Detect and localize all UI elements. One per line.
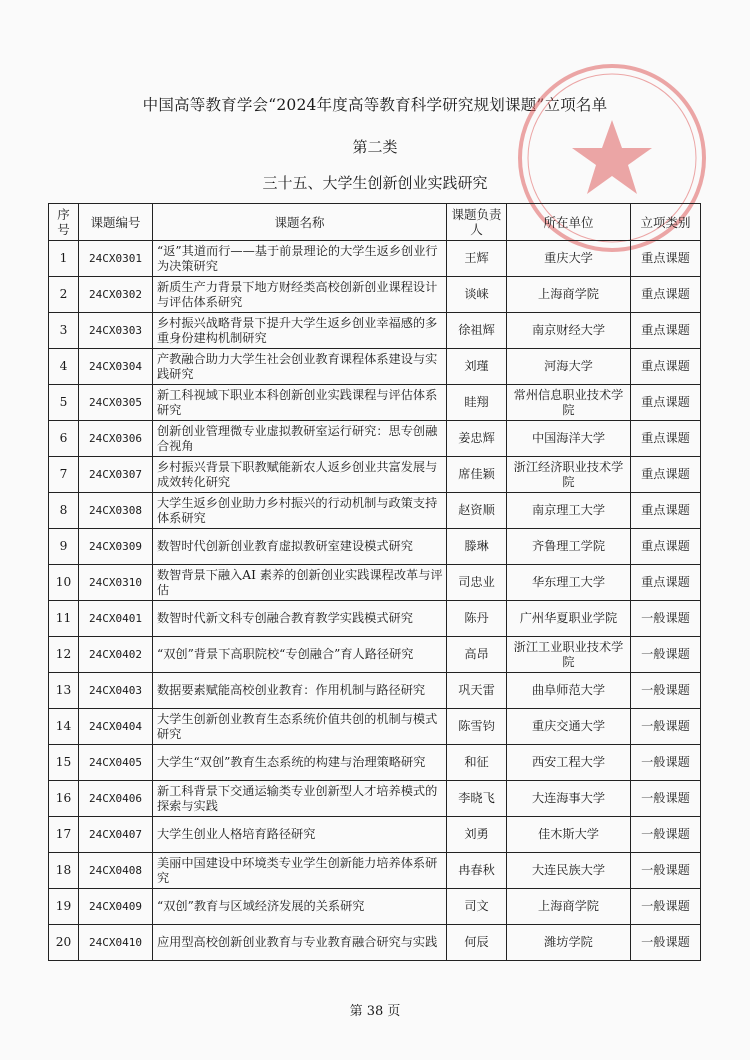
project-leader: 席佳颖: [447, 457, 507, 493]
table-row: [49, 925, 701, 961]
project-leader: 滕琳: [447, 529, 507, 565]
project-leader: 赵资顺: [447, 493, 507, 529]
project-name: 大学生创新创业教育生态系统价值共创的机制与模式研究: [153, 709, 447, 745]
project-name: 大学生返乡创业助力乡村振兴的行动机制与政策支持体系研究: [153, 493, 447, 529]
project-type: 重点课题: [631, 313, 701, 349]
table-row: [49, 889, 701, 925]
project-name: 大学生“双创”教育生态系统的构建与治理策略研究: [153, 745, 447, 781]
project-leader: 冉春秋: [447, 853, 507, 889]
project-type: 一般课题: [631, 637, 701, 673]
project-leader: 陈丹: [447, 601, 507, 637]
project-type: 重点课题: [631, 457, 701, 493]
project-leader: 谈崃: [447, 277, 507, 313]
project-name: 乡村振兴背景下职教赋能新农人返乡创业共富发展与成效转化研究: [153, 457, 447, 493]
row-number: 10: [49, 565, 79, 601]
project-unit: 广州华夏职业学院: [507, 601, 631, 637]
project-type: 一般课题: [631, 673, 701, 709]
header-unit: 所在单位: [507, 204, 631, 241]
table-row: [49, 241, 701, 277]
header-code: 课题编号: [79, 204, 153, 241]
project-unit: 河海大学: [507, 349, 631, 385]
row-number: 13: [49, 673, 79, 709]
project-code: 24CX0301: [79, 241, 153, 277]
project-type: 一般课题: [631, 889, 701, 925]
project-leader: 高昂: [447, 637, 507, 673]
row-number: 15: [49, 745, 79, 781]
project-type: 一般课题: [631, 781, 701, 817]
section-heading: 三十五、大学生创新创业实践研究: [262, 174, 488, 192]
table-row: [49, 601, 701, 637]
project-code: 24CX0306: [79, 421, 153, 457]
project-unit: 佳木斯大学: [507, 817, 631, 853]
table-row: [49, 529, 701, 565]
project-leader: 李晓飞: [447, 781, 507, 817]
project-leader: 陈雪钧: [447, 709, 507, 745]
row-number: 17: [49, 817, 79, 853]
project-code: 24CX0405: [79, 745, 153, 781]
table-row: [49, 817, 701, 853]
project-type: 重点课题: [631, 493, 701, 529]
project-code: 24CX0310: [79, 565, 153, 601]
project-unit: 上海商学院: [507, 889, 631, 925]
table-row: [49, 565, 701, 601]
project-name: 美丽中国建设中环境类专业学生创新能力培养体系研究: [153, 853, 447, 889]
project-leader: 姜忠辉: [447, 421, 507, 457]
project-type: 重点课题: [631, 565, 701, 601]
header-type: 立项类别: [631, 204, 701, 241]
row-number: 11: [49, 601, 79, 637]
project-unit: 大连海事大学: [507, 781, 631, 817]
project-type: 一般课题: [631, 601, 701, 637]
project-type: 一般课题: [631, 853, 701, 889]
row-number: 16: [49, 781, 79, 817]
row-number: 8: [49, 493, 79, 529]
header-leader: 课题负责人: [447, 204, 507, 241]
project-unit: 上海商学院: [507, 277, 631, 313]
project-code: 24CX0402: [79, 637, 153, 673]
project-type: 一般课题: [631, 925, 701, 961]
category-heading: 第二类: [352, 138, 398, 156]
project-type: 重点课题: [631, 529, 701, 565]
project-unit: 齐鲁理工学院: [507, 529, 631, 565]
row-number: 12: [49, 637, 79, 673]
row-number: 7: [49, 457, 79, 493]
project-name: 应用型高校创新创业教育与专业教育融合研究与实践: [153, 925, 447, 961]
table-row: [49, 493, 701, 529]
project-unit: 重庆交通大学: [507, 709, 631, 745]
table-row: [49, 421, 701, 457]
row-number: 19: [49, 889, 79, 925]
project-name: “返”其道而行——基于前景理论的大学生返乡创业行为决策研究: [153, 241, 447, 277]
row-number: 1: [49, 241, 79, 277]
project-code: 24CX0304: [79, 349, 153, 385]
project-name: “双创”教育与区域经济发展的关系研究: [153, 889, 447, 925]
table-row: [49, 709, 701, 745]
project-name: 大学生创业人格培育路径研究: [153, 817, 447, 853]
project-unit: 华东理工大学: [507, 565, 631, 601]
row-number: 18: [49, 853, 79, 889]
project-type: 重点课题: [631, 241, 701, 277]
project-code: 24CX0305: [79, 385, 153, 421]
project-leader: 司文: [447, 889, 507, 925]
project-code: 24CX0403: [79, 673, 153, 709]
project-code: 24CX0409: [79, 889, 153, 925]
project-leader: 王辉: [447, 241, 507, 277]
project-unit: 南京财经大学: [507, 313, 631, 349]
project-leader: 徐祖辉: [447, 313, 507, 349]
project-code: 24CX0308: [79, 493, 153, 529]
project-name: 产教融合助力大学生社会创业教育课程体系建设与实践研究: [153, 349, 447, 385]
table-row: [49, 745, 701, 781]
project-leader: 刘勇: [447, 817, 507, 853]
project-unit: 常州信息职业技术学院: [507, 385, 631, 421]
project-leader: 何辰: [447, 925, 507, 961]
table-row: [49, 781, 701, 817]
project-leader: 巩天雷: [447, 673, 507, 709]
table-header-row: [49, 204, 701, 241]
project-code: 24CX0307: [79, 457, 153, 493]
row-number: 5: [49, 385, 79, 421]
project-name: 新工科视域下职业本科创新创业实践课程与评估体系研究: [153, 385, 447, 421]
project-code: 24CX0406: [79, 781, 153, 817]
page-number: 第 38 页: [349, 1004, 401, 1019]
project-code: 24CX0410: [79, 925, 153, 961]
row-number: 4: [49, 349, 79, 385]
project-unit: 重庆大学: [507, 241, 631, 277]
project-code: 24CX0401: [79, 601, 153, 637]
row-number: 3: [49, 313, 79, 349]
table-row: [49, 637, 701, 673]
project-type: 一般课题: [631, 745, 701, 781]
table-row: [49, 277, 701, 313]
project-type: 重点课题: [631, 421, 701, 457]
project-code: 24CX0408: [79, 853, 153, 889]
header-name: 课题名称: [153, 204, 447, 241]
table-row: [49, 457, 701, 493]
project-name: “双创”背景下高职院校“专创融合”育人路径研究: [153, 637, 447, 673]
project-leader: 和征: [447, 745, 507, 781]
header-no: 序号: [49, 204, 79, 241]
document-title: 中国高等教育学会“2024年度高等教育科学研究规划课题”立项名单: [142, 96, 608, 114]
project-name: 数据要素赋能高校创业教育：作用机制与路径研究: [153, 673, 447, 709]
project-unit: 浙江经济职业技术学院: [507, 457, 631, 493]
table-row: [49, 313, 701, 349]
table-row: [49, 853, 701, 889]
project-code: 24CX0407: [79, 817, 153, 853]
project-table: [48, 203, 701, 961]
project-name: 新工科背景下交通运输类专业创新型人才培养模式的探索与实践: [153, 781, 447, 817]
project-unit: 大连民族大学: [507, 853, 631, 889]
project-type: 重点课题: [631, 385, 701, 421]
project-unit: 浙江工业职业技术学院: [507, 637, 631, 673]
project-name: 数智时代新文科专创融合教育教学实践模式研究: [153, 601, 447, 637]
project-name: 数智背景下融入AI 素养的创新创业实践课程改革与评估: [153, 565, 447, 601]
project-code: 24CX0404: [79, 709, 153, 745]
project-leader: 眭翔: [447, 385, 507, 421]
project-unit: 曲阜师范大学: [507, 673, 631, 709]
project-code: 24CX0303: [79, 313, 153, 349]
project-code: 24CX0309: [79, 529, 153, 565]
project-type: 重点课题: [631, 349, 701, 385]
row-number: 6: [49, 421, 79, 457]
project-unit: 南京理工大学: [507, 493, 631, 529]
project-code: 24CX0302: [79, 277, 153, 313]
project-type: 重点课题: [631, 277, 701, 313]
project-leader: 司忠业: [447, 565, 507, 601]
project-unit: 西安工程大学: [507, 745, 631, 781]
table-row: [49, 385, 701, 421]
table-row: [49, 349, 701, 385]
project-name: 新质生产力背景下地方财经类高校创新创业课程设计与评估体系研究: [153, 277, 447, 313]
project-unit: 潍坊学院: [507, 925, 631, 961]
row-number: 9: [49, 529, 79, 565]
row-number: 2: [49, 277, 79, 313]
project-type: 一般课题: [631, 817, 701, 853]
row-number: 20: [49, 925, 79, 961]
row-number: 14: [49, 709, 79, 745]
project-type: 一般课题: [631, 709, 701, 745]
project-name: 数智时代创新创业教育虚拟教研室建设模式研究: [153, 529, 447, 565]
project-unit: 中国海洋大学: [507, 421, 631, 457]
table-row: [49, 673, 701, 709]
project-leader: 刘瑾: [447, 349, 507, 385]
project-name: 乡村振兴战略背景下提升大学生返乡创业幸福感的多重身份建构机制研究: [153, 313, 447, 349]
project-name: 创新创业管理微专业虚拟教研室运行研究：思专创融合视角: [153, 421, 447, 457]
